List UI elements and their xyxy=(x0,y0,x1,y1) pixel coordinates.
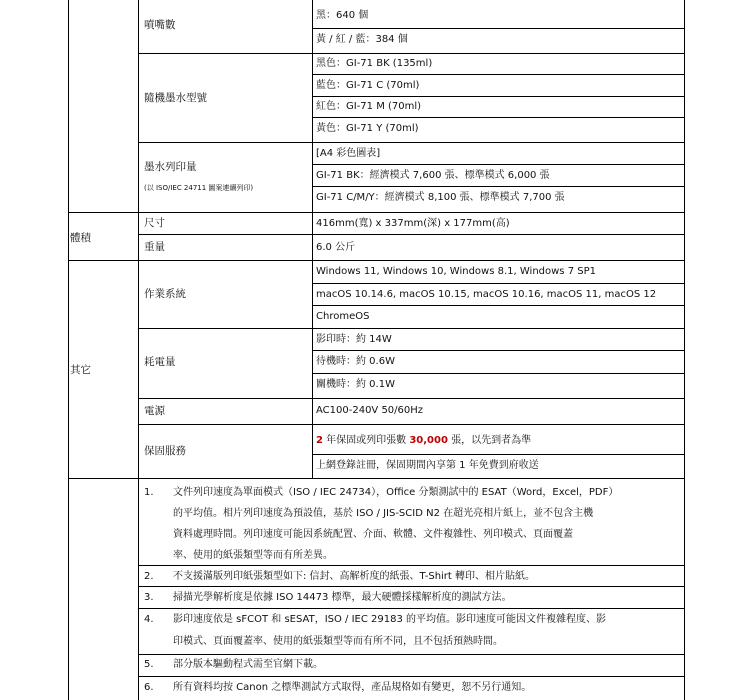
row-value: [A4 彩色圖表] xyxy=(316,148,381,159)
row-sublabel-yield: (以 ISO/IEC 24711 圖案連續列印) xyxy=(144,184,254,192)
note-text: 的平均值。相片列印速度為預設值，基於 ISO / JIS-SCID N2 在超光亮相片紙上，並不包含主機 xyxy=(173,508,594,519)
row-label-yield: 墨水列印量 xyxy=(144,161,197,173)
note-text: 所有資料均按 Canon 之標準測試方式取得，產品規格如有變更，恕不另行通知。 xyxy=(173,682,532,693)
row-label-nozzle: 噴嘴數 xyxy=(144,19,176,31)
warranty-line-2: 上網登錄註冊，保固期間內享第 1 年免費到府收送 xyxy=(316,460,539,471)
note-text: 部分版本驅動程式需至官網下載。 xyxy=(173,659,323,670)
row-divider xyxy=(312,373,684,374)
row-value: 關機時：約 0.1W xyxy=(316,379,395,390)
row-value: 黃色：GI-71 Y (70ml) xyxy=(316,123,419,134)
row-divider xyxy=(312,96,684,97)
row-label-source: 電源 xyxy=(144,405,165,417)
row-divider xyxy=(312,28,684,29)
row-divider xyxy=(138,398,684,399)
row-divider xyxy=(312,164,684,165)
group-label-other: 其它 xyxy=(70,364,91,376)
row-divider xyxy=(312,186,684,187)
note-number: 4. xyxy=(144,614,154,625)
row-divider xyxy=(138,424,684,425)
row-value: 黑色：GI-71 BK (135ml) xyxy=(316,58,433,69)
row-label-size: 尺寸 xyxy=(144,217,165,229)
row-divider xyxy=(138,142,684,143)
note-text: 資料處理時間。列印速度可能因系統配置、介面、軟體、文件複雜性、列印模式、頁面覆蓋 xyxy=(173,529,573,540)
table-border-left xyxy=(68,0,69,700)
row-value: 待機時：約 0.6W xyxy=(316,356,395,367)
note-text: 率、使用的紙張類型等而有所差異。 xyxy=(173,550,333,561)
row-divider xyxy=(312,305,684,306)
row-divider xyxy=(312,283,684,284)
row-value: Windows 11, Windows 10, Windows 8.1, Windows 7 SP1 xyxy=(316,266,596,277)
table-border-right xyxy=(684,0,685,700)
row-value: 藍色：GI-71 C (70ml) xyxy=(316,80,420,91)
row-value: GI-71 BK：經濟模式 7,600 張、標準模式 6,000 張 xyxy=(316,170,550,181)
row-value: macOS 10.14.6, macOS 10.15, macOS 10.16, macOS 11, macOS 12 xyxy=(316,289,657,300)
note-text: 影印速度依是 sFCOT 和 sESAT，ISO / IEC 29183 的平均值。影印速度可能因文件複雜程度、影 xyxy=(173,614,607,625)
group-label-body: 體積 xyxy=(70,232,91,244)
note-text: 文件列印速度為單面模式（ISO / IEC 24734），Office 分類測試中的 ESAT（Word，Excel，PDF） xyxy=(173,487,619,498)
row-value: ChromeOS xyxy=(316,311,370,322)
row-divider xyxy=(68,212,684,213)
warranty-text: 年保固或列印張數 xyxy=(322,435,410,446)
row-value: 黑：640 個 xyxy=(316,10,369,21)
row-divider xyxy=(312,350,684,351)
row-divider xyxy=(312,74,684,75)
row-value: 6.0 公斤 xyxy=(316,242,356,253)
notes-divider xyxy=(138,676,684,677)
row-value: 影印時：約 14W xyxy=(316,334,392,345)
notes-divider xyxy=(138,608,684,609)
row-label-power: 耗電量 xyxy=(144,356,176,368)
row-value: 416mm(寬) x 337mm(深) x 177mm(高) xyxy=(316,218,510,229)
notes-divider xyxy=(138,565,684,566)
warranty-text: 張，以先到者為準 xyxy=(447,435,532,446)
note-number: 5. xyxy=(144,659,154,670)
warranty-pages: 30,000 xyxy=(409,435,448,446)
note-text: 掃描光學解析度是依據 ISO 14473 標準，最大硬體採樣解析度的測試方法。 xyxy=(173,592,512,603)
warranty-years: 2 xyxy=(316,435,323,446)
notes-divider xyxy=(138,586,684,587)
row-value: 紅色：GI-71 M (70ml) xyxy=(316,101,422,112)
row-divider xyxy=(68,260,684,261)
row-value: 黃 / 紅 / 藍：384 個 xyxy=(316,34,408,45)
row-label-warranty: 保固服務 xyxy=(144,445,186,457)
row-label-os: 作業系統 xyxy=(144,288,186,300)
table-divider-group xyxy=(138,0,139,700)
row-value: AC100-240V 50/60Hz xyxy=(316,405,424,416)
row-divider xyxy=(138,53,684,54)
note-text: 印模式、頁面覆蓋率、使用的紙張類型等而有所不同，且不包括預熱時間。 xyxy=(173,636,503,647)
notes-divider xyxy=(138,654,684,655)
note-number: 2. xyxy=(144,571,154,582)
note-number: 6. xyxy=(144,682,154,693)
note-number: 3. xyxy=(144,592,154,603)
row-value: GI-71 C/M/Y：經濟模式 8,100 張、標準模式 7,700 張 xyxy=(316,192,565,203)
row-label-weight: 重量 xyxy=(144,241,165,253)
warranty-line-1 xyxy=(316,435,531,447)
row-label-ink: 隨機墨水型號 xyxy=(144,92,207,104)
row-divider xyxy=(312,454,684,455)
note-number: 1. xyxy=(144,487,154,498)
row-divider xyxy=(68,478,684,479)
note-text: 不支援滿版列印紙張類型如下: 信封、高解析度的紙張、T-Shirt 轉印、相片貼紙。 xyxy=(173,571,536,582)
row-divider xyxy=(138,234,684,235)
table-divider-value xyxy=(312,0,313,478)
row-divider xyxy=(138,328,684,329)
row-divider xyxy=(312,117,684,118)
